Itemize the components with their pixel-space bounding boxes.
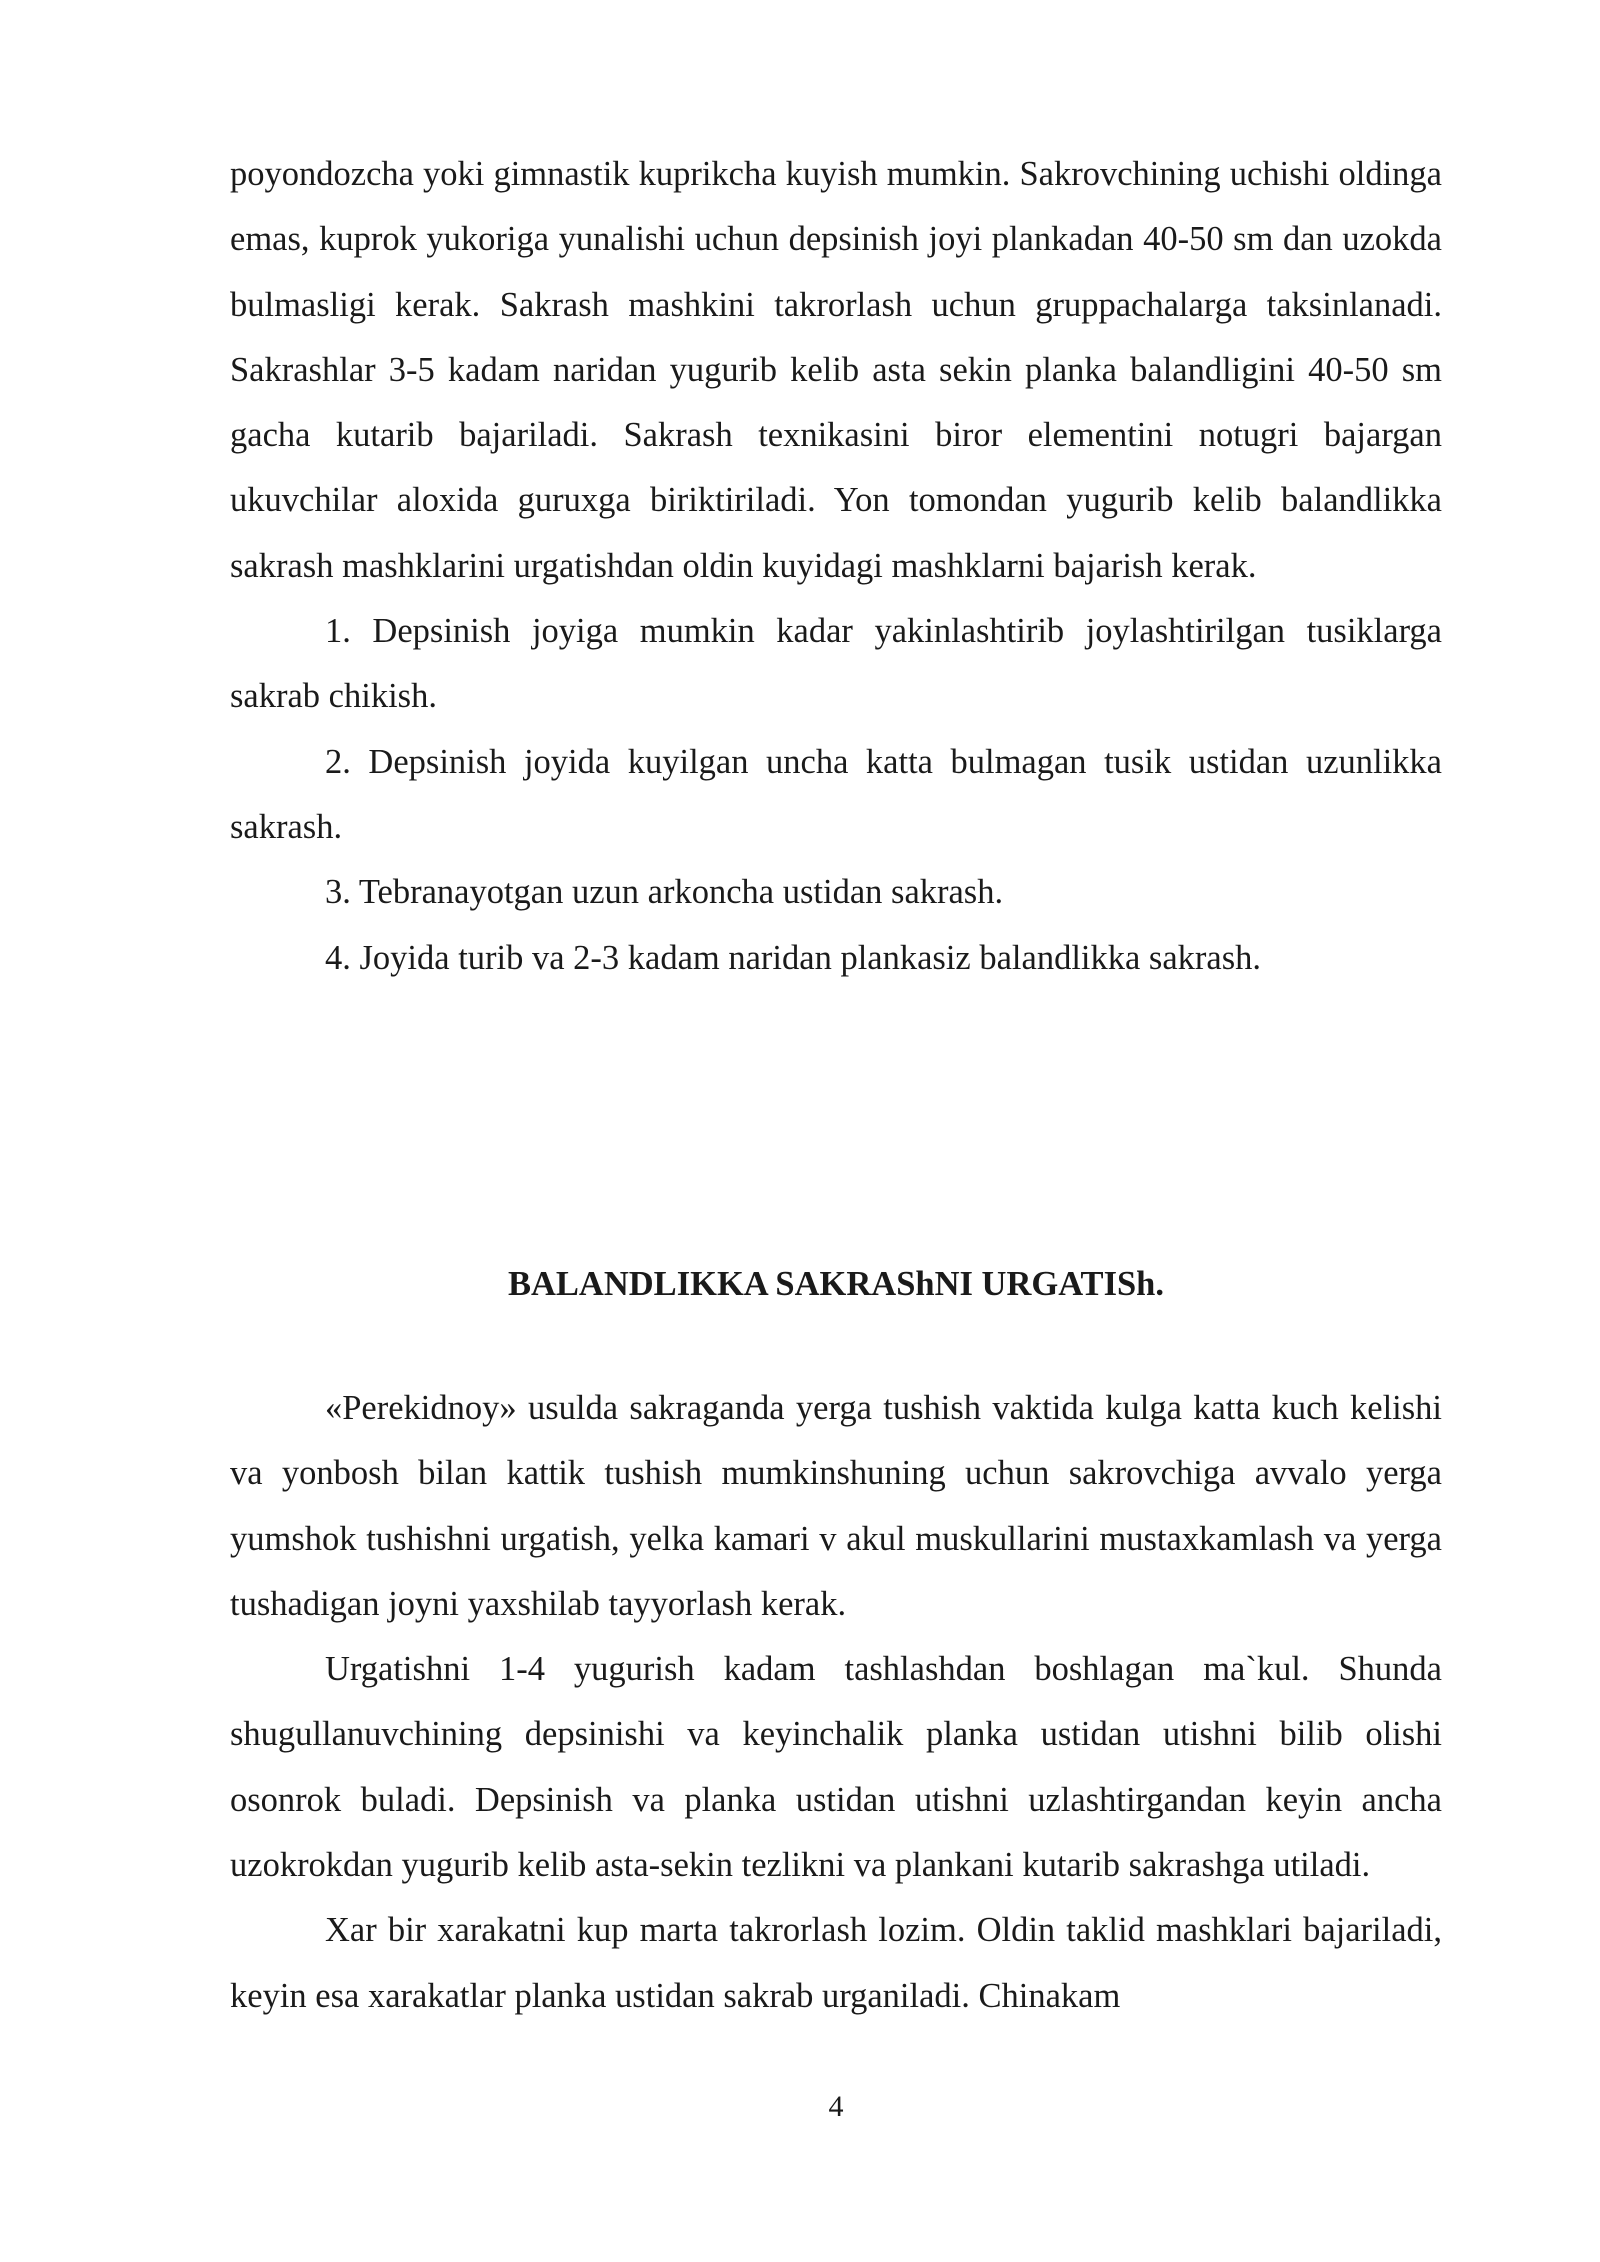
paragraph-landing: «Perekidnoy» usulda sakraganda yerga tushish vaktida kulga katta kuch kelishi va yonbosh bilan kattik tushish mumkinshuning uchun sakrovchiga avvalo yerga yumshok tushishni urgatish, yelka kamari v akul muskullarini mustaxkamlash va yerga tushadigan joyni yaxshilab tayyorlash kerak. — [230, 1389, 1442, 1623]
paragraph-teaching: Urgatishni 1-4 yugurish kadam tashlashdan boshlagan ma`kul. Shunda shugullanuvchining depsinishi va keyinchalik planka ustidan utishni bilib olishi osonrok buladi. Depsinish va planka ustidan utishni uzlashtirgandan keyin ancha uzokrokdan yugurib kelib asta-sekin tezlikni va plankani kutarib sakrashga utiladi. — [230, 1650, 1442, 1885]
paragraph-repetition: Xar bir xarakatni kup marta takrorlash lozim. Oldin taklid mashklari bajariladi, keyin esa xarakatlar planka ustidan sakrab urganiladi. Chinakam — [230, 1911, 1442, 2015]
list-item-2: 2. Depsinish joyida kuyilgan uncha katta bulmagan tusik ustidan uzunlikka sakrash. — [230, 742, 1442, 846]
section-1-body — [230, 142, 1442, 991]
list-item-4: 4. Joyida turib va 2-3 kadam naridan plankasiz balandlikka sakrash. — [325, 938, 1262, 977]
page-number: 4 — [828, 2090, 844, 2123]
paragraph-intro: poyondozcha yoki gimnastik kuprikcha kuyish mumkin. Sakrovchining uchishi oldinga emas, kuprok yukoriga yunalishi uchun depsinish joyi plankadan 40-50 sm dan uzokda bulmasligi kerak. Sakrash mashkini takrorlash uchun gruppachalarga taksinlanadi. Sakrashlar 3-5 kadam naridan yugurib kelib asta sekin planka balandligini 40-50 sm gacha kutarib bajariladi. Sakrash texnikasini biror elementini notugri bajargan ukuvchilar aloxida guruxga biriktiriladi. Yon tomondan yugurib kelib balandlikka sakrash mashklarini urgatishdan oldin kuyidagi mashklarni bajarish kerak. — [230, 155, 1442, 585]
section-heading: BALANDLIKKA SAKRAShNI URGATISh. — [508, 1265, 1164, 1303]
list-item-3: 3. Tebranayotgan uzun arkoncha ustidan sakrash. — [325, 873, 1004, 912]
section-2-body — [230, 1376, 1442, 2029]
list-item-1: 1. Depsinish joyiga mumkin kadar yakinlashtirib joylashtirilgan tusiklarga sakrab chikish. — [230, 612, 1442, 716]
